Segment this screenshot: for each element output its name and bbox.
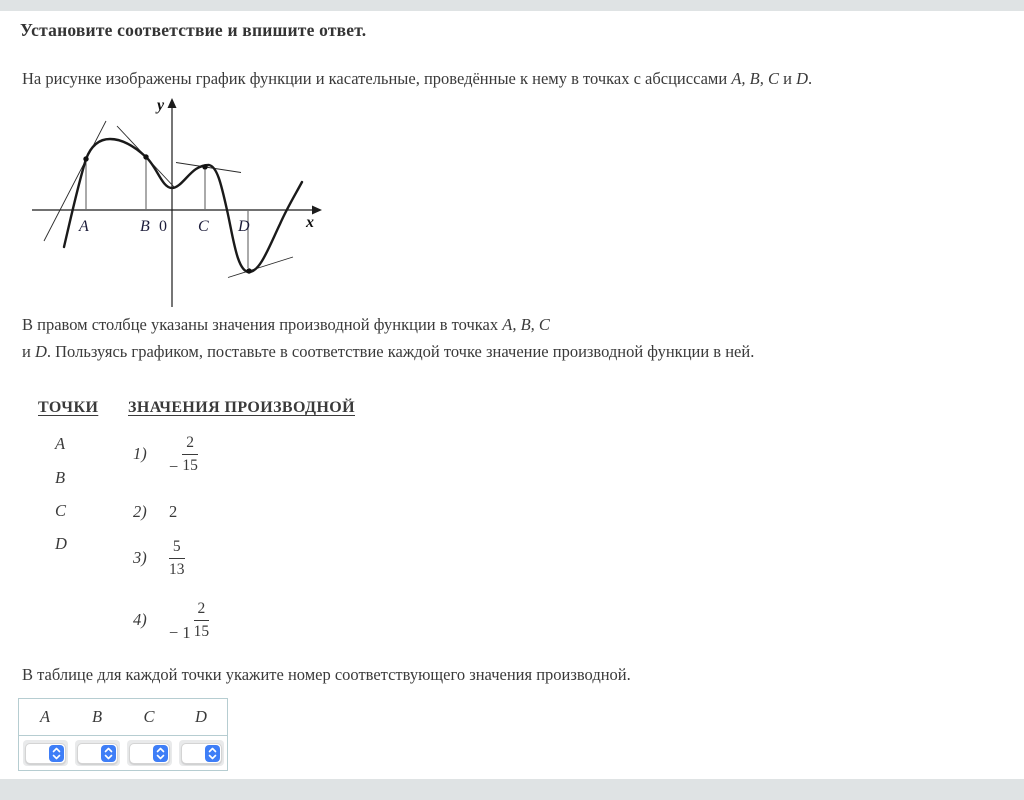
table-instruction-paragraph: В таблице для каждой точки укажите номер соответствующего значения производной. — [22, 665, 631, 684]
value-number: 1) — [133, 444, 147, 463]
value-item-4 — [133, 596, 209, 644]
point-item-c: C — [55, 501, 67, 520]
function-curve — [64, 139, 302, 272]
fraction: $\frac{2}{15}$ — [182, 433, 198, 474]
origin-label: 0 — [159, 218, 167, 235]
intro-paragraph: На рисунке изображены график функции и касательные, проведённые к нему в точках с абсциссами A, B, C и D. — [22, 69, 813, 88]
answer-select-c[interactable] — [127, 740, 172, 766]
answer-column-a: A — [39, 707, 51, 726]
middle-paragraph-line1: В правом столбце указаны значения производной функции в точках A, B, C — [22, 315, 550, 334]
select-stepper-icon — [153, 745, 168, 762]
answer-select-d[interactable] — [179, 740, 224, 766]
answer-table-select-row — [19, 736, 227, 770]
point-item-d: D — [55, 534, 67, 553]
whole-part: 1 — [182, 623, 191, 642]
page-title: Установите соответствие и впишите ответ. — [20, 20, 367, 40]
top-gray-band — [0, 0, 1024, 11]
answer-select-a[interactable] — [23, 740, 68, 766]
minus-sign: − — [169, 623, 179, 642]
points-column-header: ТОЧКИ — [38, 399, 99, 416]
y-axis-label: y — [157, 97, 165, 114]
point-item-b: B — [55, 468, 66, 487]
x-axis-label: x — [306, 214, 314, 231]
select-stepper-icon — [49, 745, 64, 762]
values-column-header: ЗНАЧЕНИЯ ПРОИЗВОДНОЙ — [128, 399, 355, 416]
plain-value: 2 — [169, 502, 178, 521]
function-graph-svg — [30, 95, 330, 317]
tangent-lines — [44, 121, 293, 278]
y-axis-arrow-icon — [168, 98, 177, 108]
value-number: 2) — [133, 502, 147, 521]
point-item-a: A — [55, 434, 66, 453]
point-label-c: C — [198, 218, 209, 235]
value-item-3 — [133, 534, 185, 582]
function-graph-figure — [30, 95, 330, 317]
value-number: 3) — [133, 548, 147, 567]
value-item-2 — [133, 500, 177, 524]
value-number: 4) — [133, 610, 147, 629]
curve-points — [83, 154, 251, 273]
select-stepper-icon — [101, 745, 116, 762]
answer-table — [18, 698, 228, 771]
fraction: $\frac{5}{13}$ — [169, 537, 185, 578]
point-label-d: D — [238, 218, 250, 235]
bottom-gray-band — [0, 779, 1024, 800]
answer-column-d: D — [195, 707, 207, 726]
answer-column-c: C — [143, 707, 155, 726]
point-connector-lines — [86, 159, 248, 268]
answer-select-b[interactable] — [75, 740, 120, 766]
answer-table-header-row — [19, 699, 227, 736]
fraction: $\frac{2}{15}$ — [193, 599, 210, 640]
answer-column-b: B — [91, 707, 103, 726]
middle-paragraph-line2: и D. Пользуясь графиком, поставьте в соответствие каждой точке значение производной функции в ней. — [22, 342, 755, 361]
value-item-1 — [133, 430, 198, 478]
select-stepper-icon — [205, 745, 220, 762]
point-label-a: A — [79, 218, 89, 235]
point-label-b: B — [140, 218, 150, 235]
minus-sign: − — [169, 457, 179, 476]
